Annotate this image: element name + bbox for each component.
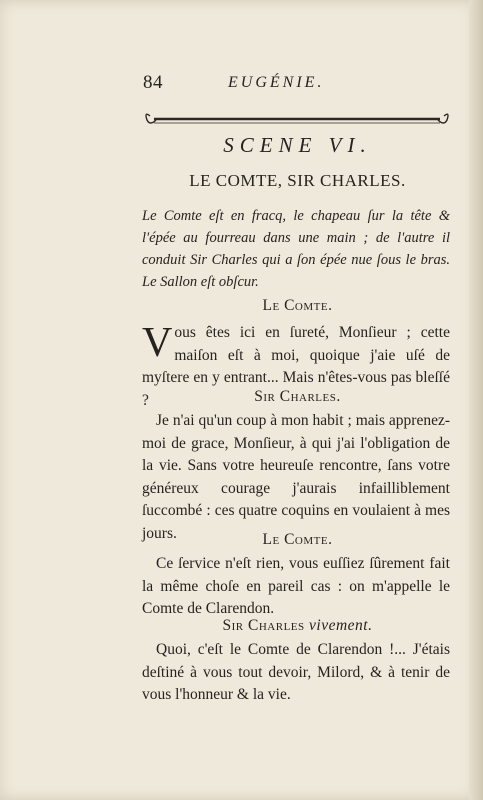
speaker-name: Le Comte. — [262, 297, 333, 314]
page-number: 84 — [143, 72, 163, 93]
speech-body: ous êtes ici en ſureté, Monſieur ; cette maiſon eſt à moi, quoique j'aie uſé de myſtere en y entrant... Mais n'êtes-vous pas bleſſé ? — [142, 324, 450, 409]
speaker-label — [0, 388, 483, 406]
running-title: EUGÉNIE. — [228, 74, 325, 91]
scene-characters: LE COMTE, SIR CHARLES. — [189, 171, 406, 190]
speaker-label — [0, 531, 483, 549]
speech-text: Ce ſervice n'eſt rien, vous euſſiez ſûrement fait la même choſe en pareil cas : on m'appelle le Comte de Clarendon. — [142, 555, 450, 617]
speech-text: Je n'ai qu'un coup à mon habit ; mais apprenez-moi de grace, Monſieur, à qui j'ai l'obligation de la vie. Sans votre heureuſe rencontre, ſans votre généreux courage j'aurais infailliblement ſuccombé : ces quatre coquins en voulaient à mes jours. — [142, 412, 450, 542]
speaker-label — [0, 297, 483, 315]
speaker-name: Le Comte. — [262, 531, 333, 548]
speaker-manner: vivement. — [309, 617, 373, 634]
scene-title: SCENE VI. — [223, 133, 372, 157]
running-head — [0, 70, 483, 100]
stage-direction: Le Comte eſt en fracq, le chapeau ſur la tête & l'épée au fourreau dans une main ; de l'autre il conduit Sir Charles qui a ſon épée nue ſous le bras. Le Sallon eſt obſcur. — [142, 208, 450, 290]
speaker-name: Sir Charles. — [254, 388, 341, 405]
ornament-rule — [142, 108, 452, 128]
speech-text: Quoi, c'eſt le Comte de Clarendon !... J'étais deſtiné à vous tout devoir, Milord, & à tenir de vous l'honneur & la vie. — [142, 641, 450, 703]
drop-cap: V — [142, 320, 173, 366]
speaker-label — [0, 617, 483, 635]
speaker-name: Sir Charles — [222, 617, 305, 634]
